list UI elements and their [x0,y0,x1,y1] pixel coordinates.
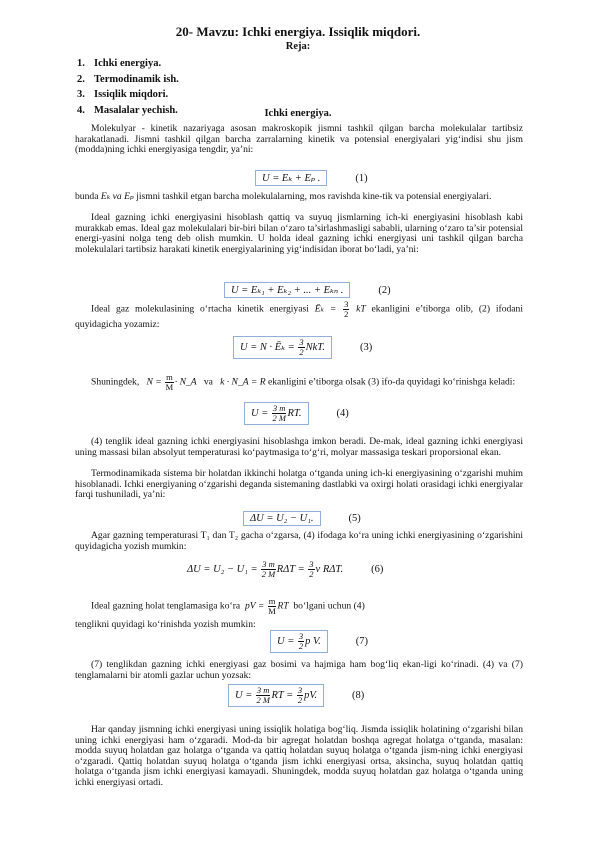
paragraph-definition [75,192,523,203]
equation-box: U = $\frac{3 m}{2 M}$ RT. [244,402,309,425]
plan-item [77,72,179,88]
fraction-3m-2M: $\frac{3 m}{2 M}$ [256,685,270,705]
paragraph-pressure [75,660,523,681]
inline-formula: Ēₖ = [314,303,337,315]
paragraph-change [75,469,523,501]
paragraph-text: Ideal gazning holat tenglamasiga ko‘ra [91,600,241,612]
inline-formula: k · N_A = R [220,376,266,388]
paragraph-text: tenglikni quyidagi ko‘rinishda yozish mumkin: [75,619,256,630]
equation-number: (7) [355,636,368,647]
paragraph-state-equation [75,597,523,616]
paragraph-proportional [75,437,523,458]
paragraph-thermal-state [75,725,523,789]
equation-3 [233,336,372,359]
paragraph-text: Ideal gazning ichki energiyasini hisoblash qattiq va suyuq jismlarning ich-ki energiyasini hisoblash kabi murakkab emas. Ideal gaz molekulalari bir-biri bilan o‘zaro ta’sirlashmasligi sababli, ularning o‘zaro ta’sir potensial energi-yasini nolga teng deb olish mumkin. U holda ideal gazning ichki energiyasi uni tashkil qilgan barcha molekulalari tartibsiz harakati kinetik energiyalarining yig‘indisidan iborat bo‘ladi, ya’ni: [75,212,523,255]
equation-text: ΔU = U₂ − U₁ = [187,564,258,575]
equation-number: (5) [348,513,361,524]
inline-formula: RT [277,600,289,612]
paragraph-text: ekanligini e’tiborga olib, (2) ifodani quyidagicha yozamiz: [75,303,524,330]
equation-1 [255,170,368,186]
equation-box: U = $\frac{3}{2}$ p V. [270,630,328,653]
equation-4 [244,402,349,425]
paragraph-text: (7) tenglikdan gazning ichki energiyasi gaz bosimi va hajmiga ham bog‘liq ekan-ligi ko‘rinadi. (4) va (7) tenglamalarni bir atomli gazlar uchun yozsak: [75,659,523,681]
paragraph-text: ekanligini e’tiborga olsak (3) ifo-da quyidagi ko‘rinishga keladi: [267,376,516,388]
equation-2 [224,282,391,298]
plan-item-number: 3. [77,89,85,100]
plan-heading: Reja: [285,41,311,52]
paragraph-text: bunda [75,191,99,202]
equation-box: ΔU = U₂ − U₁. [243,511,321,526]
inline-formula: N = [146,376,162,388]
fraction-3m-2M: $\frac{3 m}{2 M}$ [272,403,286,423]
equation-7 [270,630,368,653]
fraction-m-M: $\frac{m}{M}$ [165,372,174,392]
equation-text: RΔT = [276,564,305,575]
fraction-3m-2M: $\frac{3 m}{2 M}$ [261,559,276,579]
plan-item-text: Issiqlik miqdori. [94,89,169,100]
plan-item-number: 4. [77,104,85,116]
equation-number: (3) [360,342,373,353]
paragraph-text: Termodinamikada sistema bir holatdan ikkinchi holatga o‘tganda uning ich-ki energiyasining o‘zgarishi muhim hisoblanadi. Ichki energiyaning o‘zgarishi deganda sistemaning dastlabki va oxirgi holati orasidagi ichki energiyalar farqi tushuniladi, ya’ni: [75,468,523,501]
equation-8 [228,684,364,707]
plan-item [77,87,179,103]
inline-formula: pV = [244,600,265,612]
equation-number: (1) [355,172,368,184]
plan-item-text: Termodinamik ish. [94,73,179,85]
equation-number: (8) [352,690,365,701]
fraction-3-2: $\frac{3}{2}$ [297,685,303,705]
plan-item-number: 2. [77,73,85,85]
equation-number: (6) [371,564,384,575]
plan-item-text: Ichki energiya. [94,58,162,69]
plan-item-text: Masalalar yechish. [94,104,178,116]
paragraph-state-equation-cont [75,619,523,630]
equation-5 [243,511,361,526]
paragraph-intro [75,124,523,156]
equation-box: U = $\frac{3 m}{2 M}$ RT = $\frac{3}{2}$ pV. [228,684,324,707]
fraction-3-2: $\frac{3}{2}$ [344,299,349,319]
plan-item [77,56,179,72]
equation-number: (4) [336,408,349,419]
equation-box: U = Eₖ + Eₚ . [255,170,327,186]
equation-text: ν RΔT. [315,564,344,575]
paragraph-temperature [75,531,523,552]
paragraph-text: Har qanday jismning ichki energiyasi uning issiqlik holatiga bog‘liq. Jismda issiqlik holatining o‘zgarishi bilan uning ichki energiyasi ham o‘zgaradi. Mod-da bir agregat holatdan boshqa agregat holatga o‘tganda, masalan: modda suyuq holatdan gaz holatga o‘tganda va qattiq holatdan suyuq holatga o‘tganda jism-ning ichki energiyasi o‘zgaradi. Qattiq holatdan suyuq holatga o‘tganda jism ichki energiyasi ortsa, aksincha, suyuq holatdan qattiq holatga o‘tganda jism ichki energiyasi kamayadi. Shuningdek, modda suyuq holatdan gaz holatga o‘tganda uning ichki energiyasi ortadi. [75,724,523,788]
fraction-m-M: $\frac{m}{M}$ [268,596,276,616]
inline-formula: · N_A [174,376,197,388]
page-title: 20- Mavzu: Ichki energiya. Issiqlik miqdori. [175,24,421,39]
inline-formula: kT [356,303,366,315]
paragraph-ideal-gas [75,213,523,255]
equation-box: U = Eₖ₁ + Eₖ₂ + ... + Eₖₙ . [224,282,350,298]
inline-formula: Eₖ va Eₚ [100,191,134,202]
equation-number: (2) [378,284,391,296]
equation-box: U = N · Ēₖ = $\frac{3}{2}$ NkT. [233,336,332,359]
fraction-3-2: $\frac{3}{2}$ [299,337,304,357]
paragraph-text: Agar gazning temperaturasi T₁ dan T₂ gacha o‘zgarsa, (4) ifodaga ko‘ra uning ichki energiyasining o‘zgarishini quyidagicha yozish mumkin: [75,530,523,552]
paragraph-text: Shuningdek, [91,376,140,388]
paragraph-text: (4) tenglik ideal gazning ichki energiyasini hisoblashga imkon beradi. De-mak, ideal gazning ichki energiyasi uning massasi bilan absolyut temperaturasi ko‘paytmasiga to‘g‘ri, molyar massasiga teskari proporsional ekan. [75,436,523,458]
paragraph-text: va [203,376,213,388]
paragraph-text: jismni tashkil etgan barcha molekulalarning, mos ravishda kine-tik va potensial energiyalari. [136,191,492,202]
paragraph-mean-energy [75,300,523,330]
plan-item-number: 1. [77,58,85,69]
fraction-3-2: $\frac{3}{2}$ [298,631,304,651]
paragraph-text: Ideal gaz molekulasining o‘rtacha kinetik energiyasi [91,303,309,315]
paragraph-text: Molekulyar - kinetik nazariyaga asosan makroskopik jismni tashkil qilgan barcha molekulalar tartibsiz harakatlanadi. Jismni tashkil qilgan barcha zarralarning kinetik va potensial energiyalari yig‘indisi shu jism (modda)ning ichki energiyasiga tengdir, ya’ni: [75,123,523,156]
paragraph-text: bo‘lgani uchun (4) [293,600,365,612]
paragraph-substitution [75,373,523,392]
fraction-3-2: $\frac{3}{2}$ [309,559,314,579]
equation-6 [187,560,383,579]
section-heading: Ichki energiya. [264,108,332,119]
